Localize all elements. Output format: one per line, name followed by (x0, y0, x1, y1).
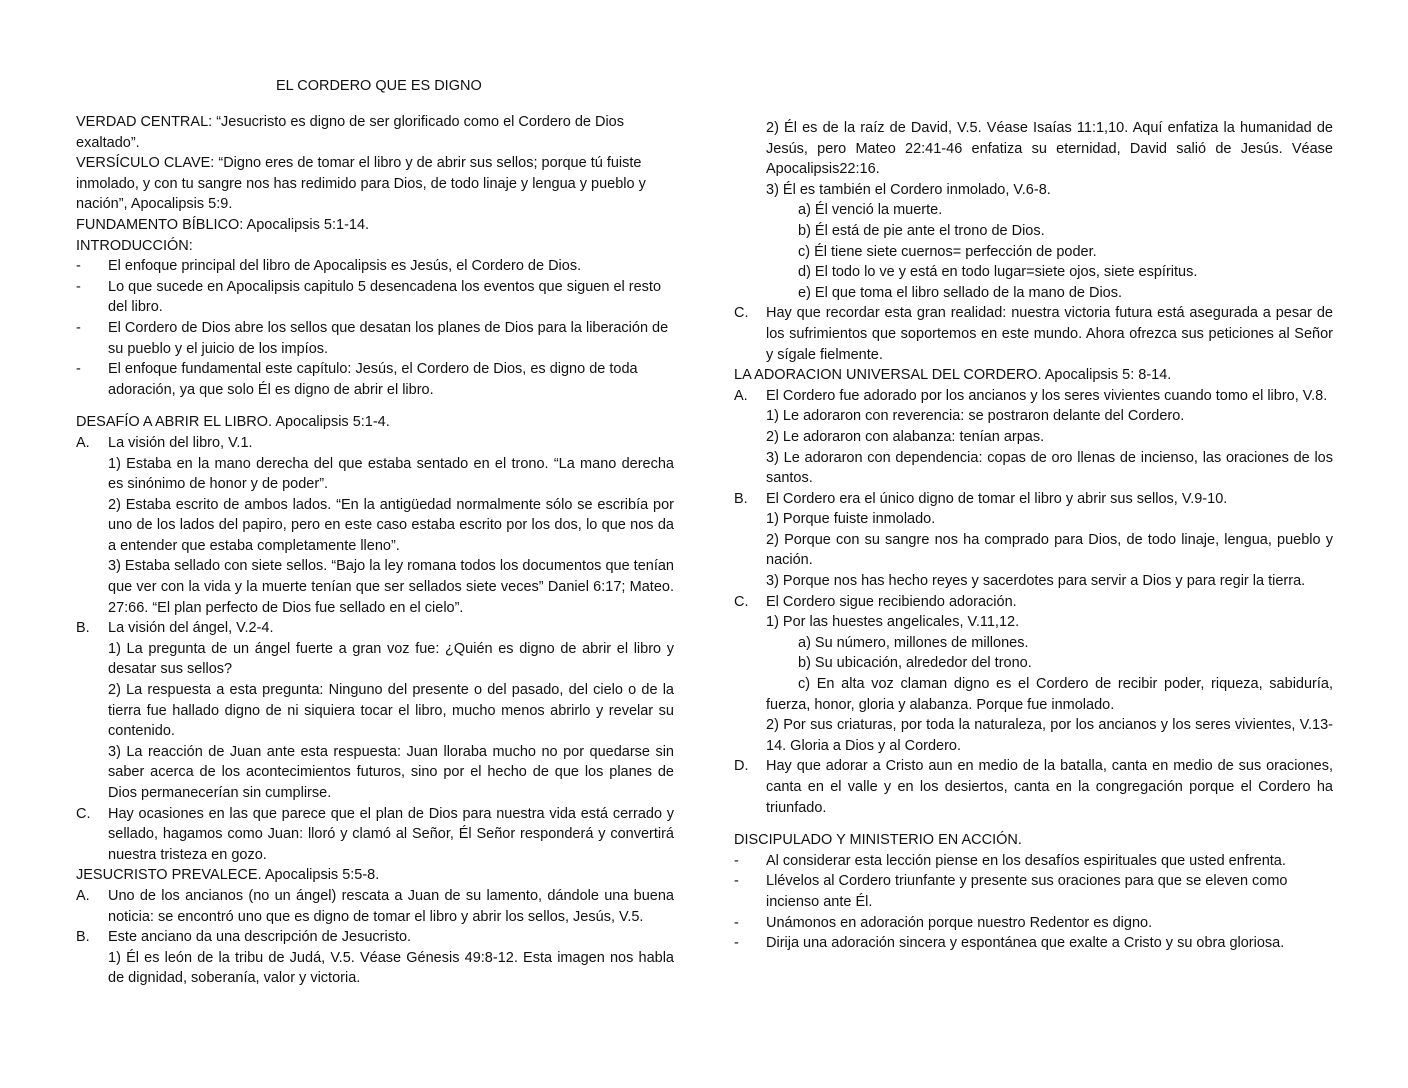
adoracion-c1c (734, 674, 1333, 715)
bullet-marker: - (76, 319, 81, 336)
desafio-b3: 3) La reacción de Juan ante esta respuesta: Juan lloraba mucho no por quedarse sin saber acerca de los acontecimientos futuros, sino por el hecho de que los planes de Dios permanecerían sin cumplirse. (108, 743, 674, 801)
prevalece-a: Uno de los ancianos (no un ángel) rescata a Juan de su lamento, dándole una buena noticia: se encontró uno que es digno de tomar el libro y abrir los sellos, Jesús, V.5. (108, 887, 674, 925)
desafio-a2: 2) Estaba escrito de ambos lados. “En la antigüedad normalmente sólo se escribía por uno de los lados del papiro, pero en este caso estaba escrito por los dos, lo que nos da a entender que estaba completamente lleno”. (108, 496, 674, 554)
list-item (76, 618, 674, 639)
list-item (76, 256, 674, 277)
section-heading-prevalece: JESUCRISTO PREVALECE. Apocalipsis 5:5-8. (76, 867, 380, 884)
desafio-b: La visión del ángel, V.2-4. (108, 620, 274, 637)
bullet-marker: - (734, 873, 739, 890)
adoracion-a: El Cordero fue adorado por los ancianos y los seres vivientes cuando tomo el libro, V.8. (766, 387, 1328, 404)
letter-marker: B. (76, 620, 90, 637)
right-column (734, 118, 1333, 954)
versiculo-clave: VERSÍCULO CLAVE: “Digno eres de tomar el libro y de abrir sus sellos; porque tú fuiste inmolado, y con tu sangre nos has redimido para Dios, de todo linaje y lengua y pueblo y nación”, Apocalipsis 5:9. (76, 155, 646, 213)
page-title: EL CORDERO QUE ES DIGNO (276, 78, 482, 94)
list-item (734, 933, 1333, 954)
prevalece-b: Este anciano da una descripción de Jesucristo. (108, 929, 412, 946)
bullet-marker: - (734, 935, 739, 952)
letter-marker: B. (76, 929, 90, 946)
list-item (76, 277, 674, 318)
letter-marker: D. (734, 758, 749, 775)
list-item (734, 756, 1333, 818)
section-heading-adoracion: LA ADORACION UNIVERSAL DEL CORDERO. Apocalipsis 5: 8-14. (734, 367, 1172, 384)
list-item (734, 871, 1333, 912)
spacer (734, 818, 1333, 830)
intro-bullet: El enfoque principal del libro de Apocalipsis es Jesús, el Cordero de Dios. (108, 258, 582, 275)
desafio-c: Hay ocasiones en las que parece que el plan de Dios para nuestra vida está cerrado y sellado, hagamos como Juan: lloró y clamó al Señor, Él Señor responderá y convertirá nuestra tristeza en gozo. (108, 805, 674, 863)
desafio-b2: 2) La respuesta a esta pregunta: Ninguno del presente o del pasado, del cielo o de la tierra fue hallado digno de ni siquiera tocar el libro, mucho menos abrirlo y revelar su contenido. (108, 682, 674, 740)
list-item (734, 303, 1333, 365)
prevalece-b3-item: e) El que toma el libro sellado de la mano de Dios. (798, 284, 1123, 301)
left-column (76, 112, 674, 989)
adoracion-b2: 2) Porque con su sangre nos ha comprado para Dios, de todo linaje, lengua, pueblo y nación. (766, 531, 1333, 569)
adoracion-c1: 1) Por las huestes angelicales, V.11,12. (766, 614, 1020, 631)
adoracion-c2: 2) Por sus criaturas, por toda la naturaleza, por los ancianos y los seres vivientes, V.13-14. Gloria a Dios y al Cordero. (766, 717, 1333, 754)
letter-marker: B. (734, 490, 748, 507)
list-item (76, 886, 674, 927)
list-item (76, 927, 674, 948)
letter-marker: C. (76, 805, 91, 822)
prevalece-b3: 3) Él es también el Cordero inmolado, V.6-8. (766, 181, 1051, 198)
prevalece-b3-item: b) Él está de pie ante el trono de Dios. (798, 222, 1045, 239)
adoracion-c1b: b) Su ubicación, alrededor del trono. (798, 655, 1032, 672)
prevalece-b1: 1) Él es león de la tribu de Judá, V.5. Véase Génesis 49:8-12. Esta imagen nos habla de dignidad, soberanía, valor y victoria. (108, 949, 674, 987)
letter-marker: C. (734, 305, 749, 322)
discipulado-bullet: Dirija una adoración sincera y espontánea que exalte a Cristo y su obra gloriosa. (766, 935, 1285, 952)
bullet-marker: - (76, 278, 81, 295)
bullet-marker: - (76, 258, 81, 275)
section-heading-discipulado: DISCIPULADO Y MINISTERIO EN ACCIÓN. (734, 832, 1022, 849)
adoracion-b3: 3) Porque nos has hecho reyes y sacerdotes para servir a Dios y para regir la tierra. (766, 573, 1306, 590)
intro-bullet: El enfoque fundamental este capítulo: Jesús, el Cordero de Dios, es digno de toda adoración, ya que solo Él es digno de abrir el libro. (108, 361, 638, 398)
desafio-a3: 3) Estaba sellado con siete sellos. “Bajo la ley romana todos los documentos que tenían que ver con la vida y la muerte tenían que ser sellados siete veces” Daniel 6:17; Mateo. 27:66. “El plan perfecto de Dios fue sellado en el cielo”. (108, 558, 674, 616)
adoracion-b: El Cordero era el único digno de tomar el libro y abrir sus sellos, V.9-10. (766, 490, 1228, 507)
adoracion-c: El Cordero sigue recibiendo adoración. (766, 593, 1017, 610)
discipulado-bullet: Llévelos al Cordero triunfante y presente sus oraciones para que se eleven como incienso ante Él. (766, 873, 1288, 910)
intro-bullet: El Cordero de Dios abre los sellos que desatan los planes de Dios para la liberación de su pueblo y el juicio de los impíos. (108, 319, 669, 357)
desafio-b1: 1) La pregunta de un ángel fuerte a gran voz fue: ¿Quién es digno de abrir el libro y desatar sus sellos? (108, 640, 674, 678)
letter-marker: A. (76, 434, 90, 451)
adoracion-a1: 1) Le adoraron con reverencia: se postraron delante del Cordero. (766, 408, 1185, 425)
prevalece-c: Hay que recordar esta gran realidad: nuestra victoria futura está asegurada a pesar de los sufrimientos que soportemos en este mundo. Ahora ofrezca sus peticiones al Señor y sígale fielmente. (766, 305, 1333, 363)
prevalece-b3-item: c) Él tiene siete cuernos= perfección de poder. (798, 243, 1097, 260)
discipulado-bullet: Unámonos en adoración porque nuestro Redentor es digno. (766, 914, 1153, 931)
bullet-marker: - (76, 361, 81, 378)
spacer (76, 400, 674, 412)
desafio-a: La visión del libro, V.1. (108, 434, 253, 451)
intro-bullet: Lo que sucede en Apocalipsis capitulo 5 desencadena los eventos que siguen el resto del libro. (108, 278, 662, 316)
list-item (734, 913, 1333, 934)
adoracion-a3: 3) Le adoraron con dependencia: copas de oro llenas de incienso, las oraciones de los santos. (766, 449, 1333, 487)
prevalece-b3-item: d) El todo lo ve y está en todo lugar=siete ojos, siete espíritus. (798, 264, 1198, 281)
letter-marker: C. (734, 593, 749, 610)
adoracion-d: Hay que adorar a Cristo aun en medio de la batalla, canta en medio de sus oraciones, canta en el valle y en los desiertos, canta en la congregación porque el Cordero ha triunfado. (766, 758, 1333, 816)
adoracion-c1a: a) Su número, millones de millones. (798, 634, 1029, 651)
section-heading-desafio: DESAFÍO A ABRIR EL LIBRO. Apocalipsis 5:1-4. (76, 414, 390, 431)
prevalece-b2: 2) Él es de la raíz de David, V.5. Véase Isaías 11:1,10. Aquí enfatiza la humanidad de Jesús, pero Mateo 22:41-46 enfatiza su eternidad, David salió de Jesús. Véase Apocalipsis22:16. (766, 120, 1333, 178)
bullet-marker: - (734, 852, 739, 869)
letter-marker: A. (76, 887, 90, 904)
list-item (76, 804, 674, 866)
desafio-a1: 1) Estaba en la mano derecha del que estaba sentado en el trono. “La mano derecha es sinónimo de honor y de poder”. (108, 455, 674, 493)
list-item (76, 359, 674, 400)
adoracion-b1: 1) Porque fuiste inmolado. (766, 511, 936, 528)
list-item (76, 433, 674, 454)
prevalece-b3-item: a) Él venció la muerte. (798, 202, 943, 219)
intro-heading: INTRODUCCIÓN: (76, 237, 193, 254)
adoracion-a2: 2) Le adoraron con alabanza: tenían arpas. (766, 428, 1045, 445)
discipulado-bullet: Al considerar esta lección piense en los desafíos espirituales que usted enfrenta. (766, 852, 1286, 869)
list-item (734, 592, 1333, 613)
verdad-central: VERDAD CENTRAL: “Jesucristo es digno de ser glorificado como el Cordero de Dios exaltado”. (76, 114, 624, 151)
list-item (76, 318, 674, 359)
bullet-marker: - (734, 914, 739, 931)
list-item (734, 489, 1333, 510)
list-item (734, 851, 1333, 872)
adoracion-c1c-text: c) En alta voz claman digno es el Cordero de recibir poder, riqueza, sabiduría, fuerza, honor, gloria y alabanza. Porque fue inmolado. (766, 676, 1333, 713)
letter-marker: A. (734, 387, 748, 404)
fundamento-biblico: FUNDAMENTO BÍBLICO: Apocalipsis 5:1-14. (76, 216, 370, 233)
list-item (734, 386, 1333, 407)
